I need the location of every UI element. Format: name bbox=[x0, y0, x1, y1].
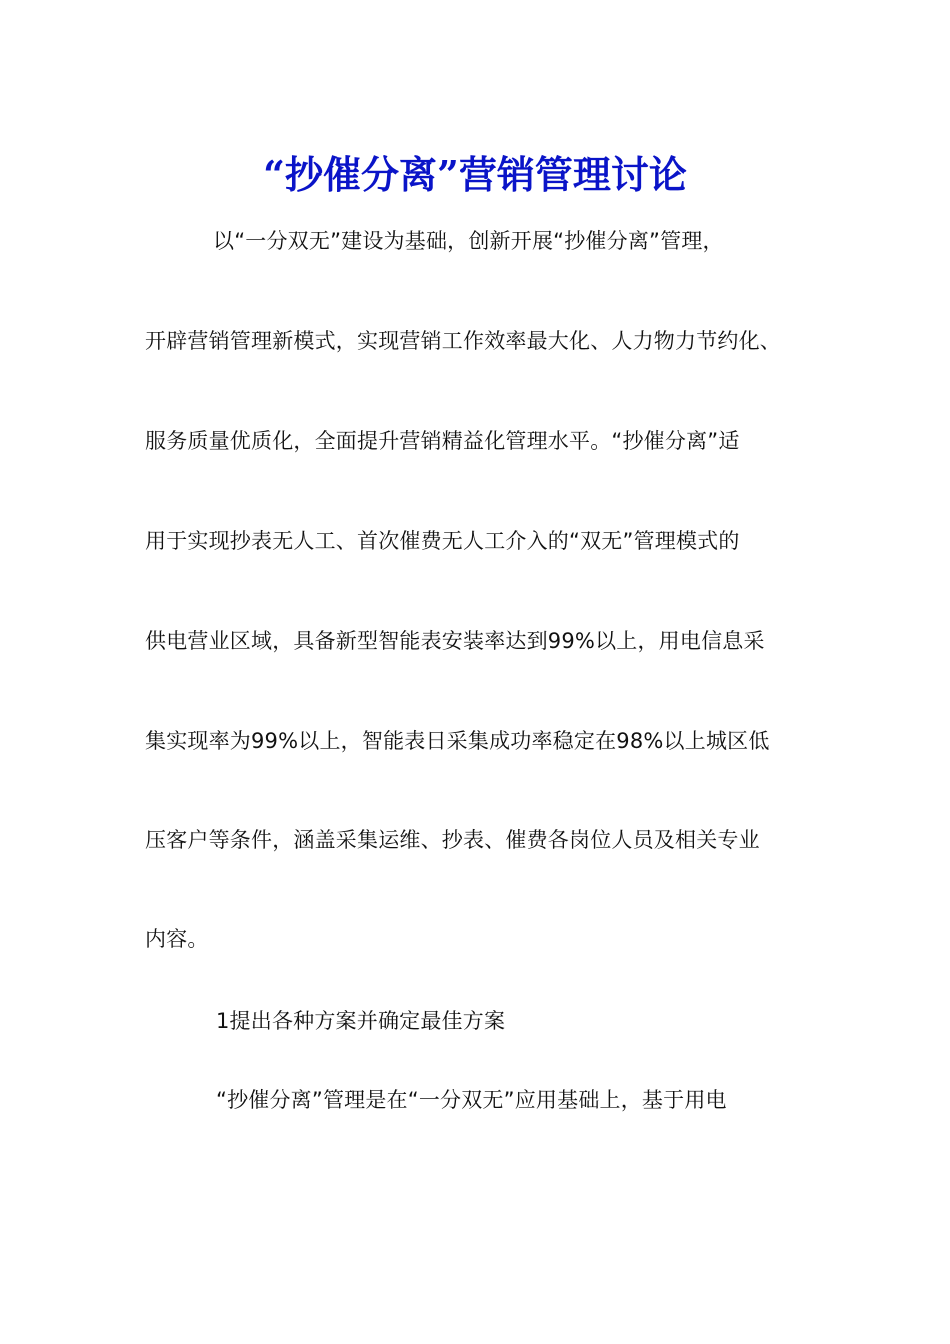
paragraph-line: 供电营业区域，具备新型智能表安装率达到99%以上，用电信息采 bbox=[145, 629, 765, 653]
paragraph-line: 用于实现抄表无人工、首次催费无人工介入的“双无”管理模式的 bbox=[145, 529, 740, 553]
section-heading: 1提出各种方案并确定最佳方案 bbox=[216, 1009, 506, 1033]
paragraph-line: 以“一分双无”建设为基础，创新开展“抄催分离”管理， bbox=[213, 229, 724, 253]
document-title: “抄催分离”营销管理讨论 bbox=[263, 152, 687, 198]
paragraph-line: 集实现率为99%以上，智能表日采集成功率稳定在98%以上城区低 bbox=[145, 729, 770, 753]
paragraph-line: 压客户等条件，涵盖采集运维、抄表、催费各岗位人员及相关专业 bbox=[145, 828, 760, 852]
paragraph-line: 服务质量优质化，全面提升营销精益化管理水平。“抄催分离”适 bbox=[145, 429, 740, 453]
paragraph-line: 开辟营销管理新模式，实现营销工作效率最大化、人力物力节约化、 bbox=[145, 329, 781, 353]
paragraph-line: 内容。 bbox=[145, 927, 209, 951]
paragraph-line: “抄催分离”管理是在“一分双无”应用基础上，基于用电 bbox=[216, 1088, 727, 1112]
